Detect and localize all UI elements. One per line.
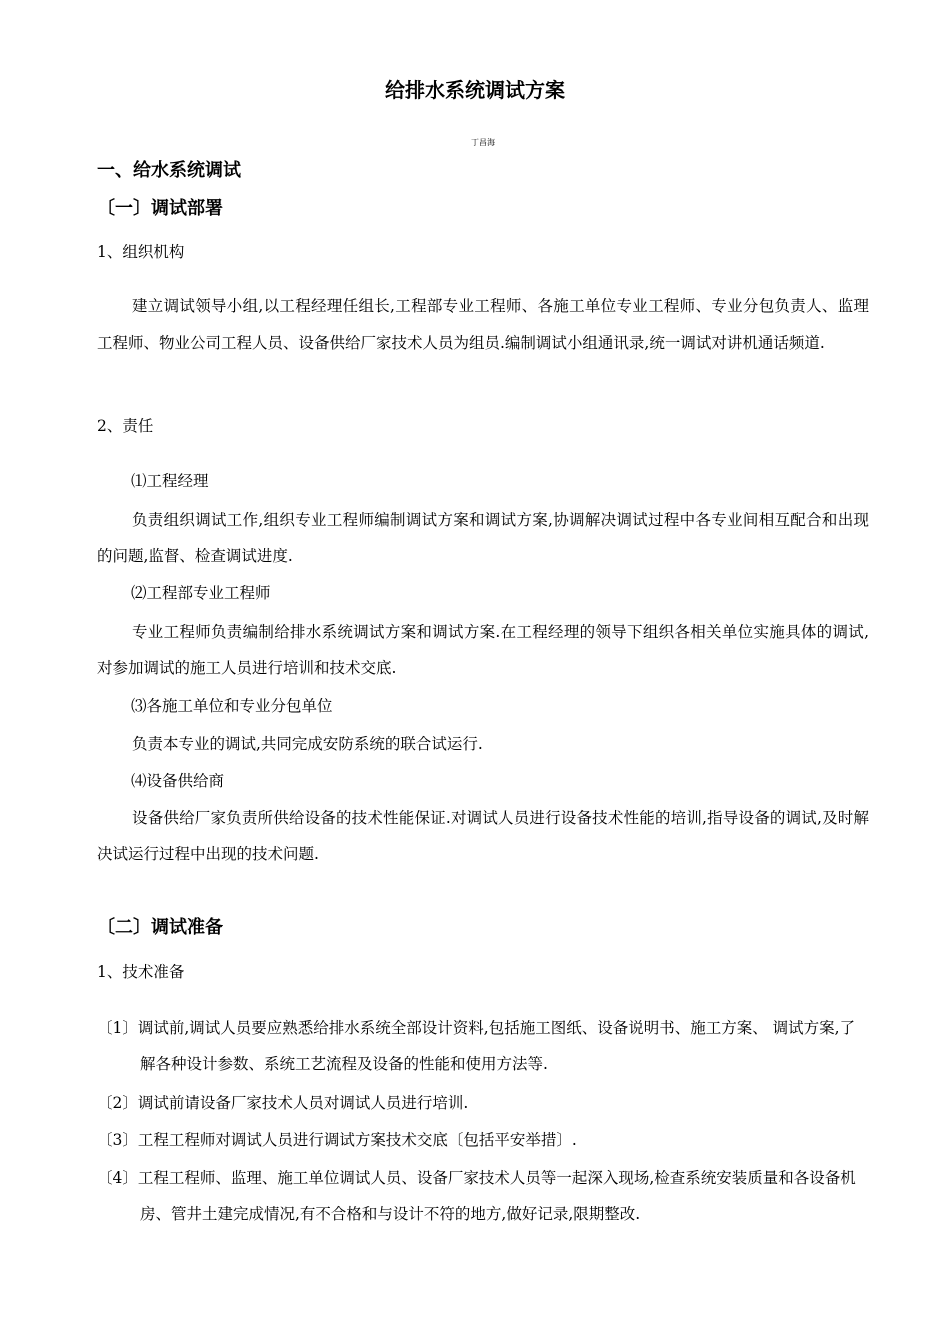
section-heading-water-supply: 一、给水系统调试 bbox=[97, 160, 241, 181]
list-item-prep-2: 〔2〕调试前请设备厂家技术人员对调试人员进行培训. bbox=[97, 1094, 469, 1112]
list-item-prep-3: 〔3〕工程工程师对调试人员进行调试方案技术交底〔包括平安举措〕. bbox=[97, 1131, 577, 1149]
role-text-contractors: 负责本专业的调试,共同完成安防系统的联合试运行. bbox=[132, 735, 483, 753]
paragraph-organization: 建立调试领导小组,以工程经理任组长,工程部专业工程师、各施工单位专业工程师、专业分包负责人、监理工程师、物业公司工程人员、设备供给厂家技术人员为组员.编制调试小组通讯录,统一调试对讲机通话频道. bbox=[97, 297, 869, 352]
subsection-heading-deployment: 〔一〕调试部署 bbox=[97, 198, 223, 219]
heading-organization: 1、组织机构 bbox=[97, 243, 185, 261]
role-label-engineer: ⑵工程部专业工程师 bbox=[131, 584, 271, 602]
role-label-contractors: ⑶各施工单位和专业分包单位 bbox=[131, 697, 333, 715]
list-item-prep-1: 〔1〕调试前,调试人员要应熟悉给排水系统全部设计资料,包括施工图纸、设备说明书、施工方案、 调试方案,了解各种设计参数、系统工艺流程及设备的性能和使用方法等. bbox=[97, 1019, 856, 1073]
heading-responsibility: 2、责任 bbox=[97, 417, 154, 435]
heading-technical-preparation: 1、技术准备 bbox=[97, 963, 185, 981]
role-text-engineer: 专业工程师负责编制给排水系统调试方案和调试方案.在工程经理的领导下组织各相关单位实施具体的调试,对参加调试的施工人员进行培训和技术交底. bbox=[97, 623, 869, 677]
role-label-project-manager: ⑴工程经理 bbox=[131, 472, 209, 490]
document-author: 丁昌海 bbox=[471, 138, 495, 147]
subsection-heading-preparation: 〔二〕调试准备 bbox=[97, 917, 223, 938]
role-label-supplier: ⑷设备供给商 bbox=[131, 772, 225, 790]
role-text-supplier: 设备供给厂家负责所供给设备的技术性能保证.对调试人员进行设备技术性能的培训,指导设备的调试,及时解决试运行过程中出现的技术问题. bbox=[97, 809, 869, 863]
list-item-prep-4: 〔4〕工程工程师、监理、施工单位调试人员、设备厂家技术人员等一起深入现场,检查系统安装质量和各设备机房、管井土建完成情况,有不合格和与设计不符的地方,做好记录,限期整改. bbox=[97, 1169, 856, 1223]
role-text-project-manager: 负责组织调试工作,组织专业工程师编制调试方案和调试方案,协调解决调试过程中各专业间相互配合和出现的问题,监督、检查调试进度. bbox=[97, 511, 869, 565]
document-title: 给排水系统调试方案 bbox=[385, 78, 565, 102]
